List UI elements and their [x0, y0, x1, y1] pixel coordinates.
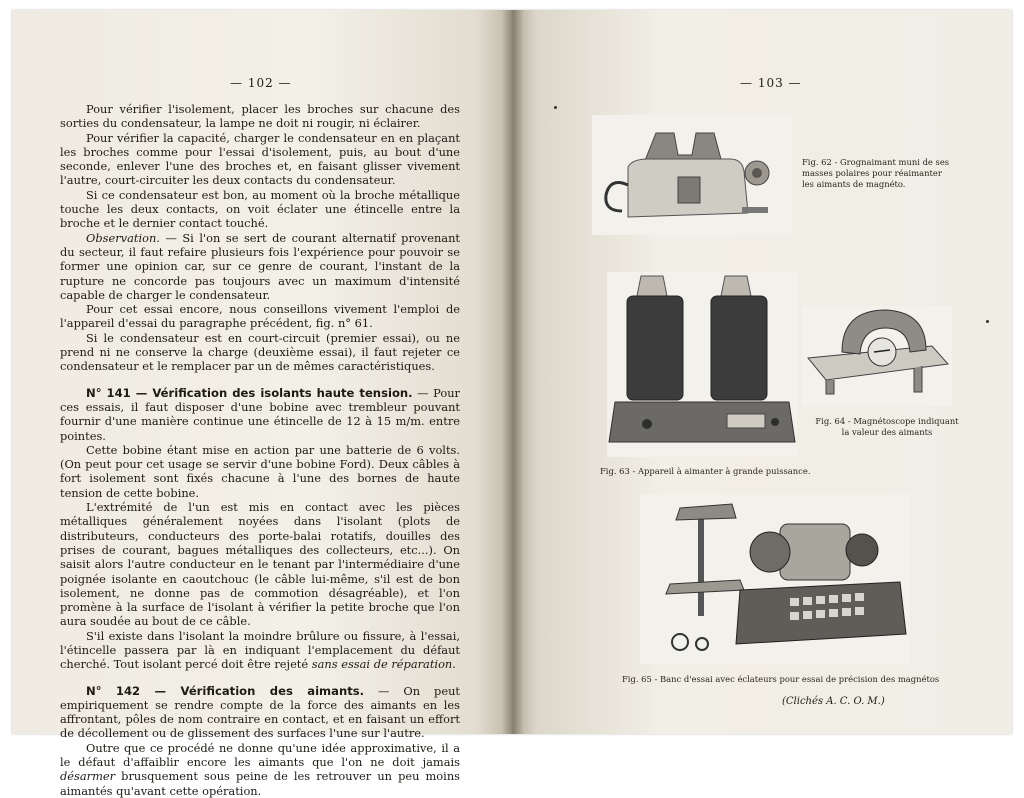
- paragraph: Cette bobine étant mise en action par une batterie de 6 volts. (On peut pour cet usage se servir d'une bobine Ford). Deux câbles à fort isolement sont fixés chacune à l'une des bornes de haute tension de cette bobine.: [60, 442, 460, 500]
- section-142-text-a: Outre que ce procédé ne donne qu'une idée approximative, il a le défaut d'affaiblir encore les aimants que l'on ne doit jamais: [60, 740, 460, 770]
- speck: [554, 106, 557, 109]
- section-141-intro-text: — Pour ces essais, il faut disposer d'une bobine avec trembleur pouvant fournir d'une manière continue une étincelle de 12 à 15 m/m. entre pointes.: [60, 385, 460, 443]
- paragraph: Pour vérifier la capacité, charger le condensateur en en plaçant les broches comme pour l'essai d'isolement, puis, au bout d'une seconde, enlever l'une des broches et, en faisant glisser vivement l'autre, court-circuiter les deux contacts du condensateur.: [60, 130, 460, 188]
- section-142-italic: désarmer: [60, 769, 116, 784]
- fig63-caption: Fig. 63 - Appareil à aimanter à grande puissance.: [600, 466, 811, 476]
- section-142-intro-text: — On peut empiriquement se rendre compte de la force des aimants en les affrontant, pôles de nom contraire en contact, et en faisant un effort de décollement ou de glissement des surfaces l'une sur l'autre.: [60, 683, 460, 741]
- page-number-right: — 103 —: [740, 76, 802, 90]
- section-141-last-text: S'il existe dans l'isolant la moindre brûlure ou fissure, à l'essai, l'étincelle passera par là en indiquant l'emplacement du défaut cherché. Tout isolant percé doit être rejeté: [60, 628, 460, 672]
- paragraph: [60, 741, 460, 798]
- section-141-intro: [60, 386, 460, 443]
- fig64-magnetoscope-illustration: [802, 306, 952, 406]
- paragraph: Si ce condensateur est bon, au moment où la broche métallique touche les deux contacts, on voit éclater une étincelle entre la broche et le dernier contact touché.: [60, 187, 460, 231]
- fig65-test-bench-illustration: [640, 494, 910, 664]
- observation-label: Observation.: [86, 230, 160, 245]
- section-142-text-b: brusquement sous peine de les retrouver un peu moins aimantés qu'avant cette opération.: [60, 769, 460, 798]
- left-page-text: [60, 102, 460, 798]
- fig62-magnetizer-illustration: [592, 115, 792, 235]
- section-141-title: N° 141 — Vérification des isolants haute tension.: [86, 385, 413, 400]
- fig62-caption: Fig. 62 - Grognaimant muni de ses masses polaires pour réaimanter les aimants de magnéto.: [802, 157, 950, 189]
- observation-text: — Si l'on se sert de courant alternatif provenant du secteur, il faut refaire plusieurs fois l'expérience pour pouvoir se former une opinion car, sur ce genre de courant, l'instant de la rupture ne concorde pas toujours avec un maximum d'intensité capable de charger le condensateur.: [60, 230, 460, 302]
- section-142-title: N° 142 — Vérification des aimants.: [86, 683, 365, 698]
- photo-credits: (Clichés A. C. O. M.): [782, 696, 885, 707]
- page-number-left: — 102 —: [230, 76, 292, 90]
- observation-paragraph: [60, 231, 460, 302]
- fig63-coil-magnetizer-illustration: [607, 272, 797, 457]
- paragraph: Pour cet essai encore, nous conseillons vivement l'emploi de l'appareil d'essai du paragraphe précédent, fig. n° 61.: [60, 302, 460, 331]
- paragraph: L'extrémité de l'un est mis en contact avec les pièces métalliques généralement noyées dans l'isolant (plots de distributeurs, conducteurs des porte-balai rotatifs, douilles des prises de courant, bagues métalliques des collecteurs, etc...). On saisit alors l'autre conducteur en le tenant par l'intermédiaire d'une poignée isolante en caoutchouc (le câble lui-même, s'il est de bon isolement, ne donne pas de commotion désagréable), et l'on promène à la surface de l'isolant à vérifier la petite broche que l'on aura soudée au bout de ce câble.: [60, 500, 460, 629]
- paragraph: Si le condensateur est en court-circuit (premier essai), ou ne prend ni ne conserve la charge (deuxième essai), il faut rejeter ce condensateur et le remplacer par un de mêmes caractéristiques.: [60, 330, 460, 374]
- fig64-caption: Fig. 64 - Magnétoscope indiquant la valeur des aimants: [815, 416, 959, 437]
- book-gutter: [502, 10, 524, 734]
- left-page: [12, 10, 512, 798]
- section-142-intro: [60, 684, 460, 741]
- paragraph: [60, 629, 460, 672]
- section-141-last-italic: sans essai de réparation.: [311, 657, 456, 672]
- book-spread: [12, 10, 1012, 798]
- speck: [986, 320, 989, 323]
- right-page: [512, 10, 1012, 734]
- paragraph: Pour vérifier l'isolement, placer les broches sur chacune des sorties du condensateur, la lampe ne doit ni rougir, ni éclairer.: [60, 102, 460, 131]
- fig65-caption: Fig. 65 - Banc d'essai avec éclateurs pour essai de précision des magnétos: [622, 674, 940, 684]
